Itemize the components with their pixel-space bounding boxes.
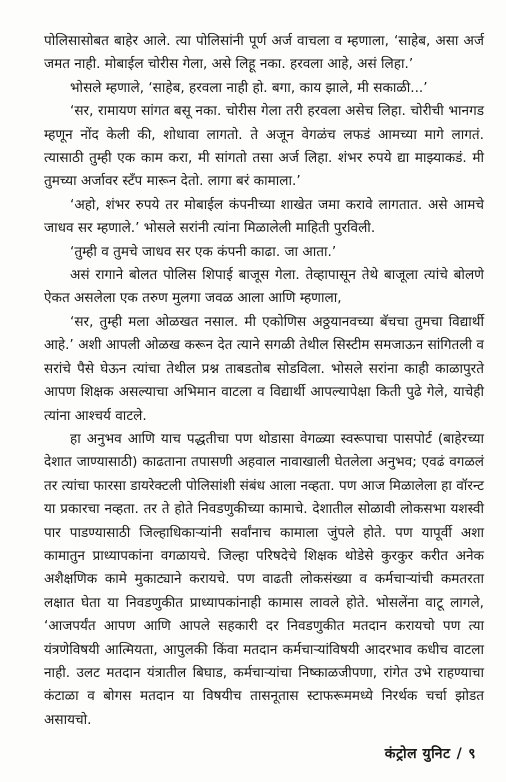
page-footer (385, 744, 476, 763)
running-title: कंट्रोल युनिट (384, 746, 451, 762)
paragraph: ‘सर, तुम्ही मला ओळखत नसाल. मी एकोणिस अठ्ठयानवच्या बॅचचा तुमचा विद्यार्थी आहे.’ अशी आपली ओळख करून देत त्याने सगळी तेथील सिस्टीम समजाऊन सांगितली व सरांचे पैसे घेऊन त्यांचा तेथील प्रश्न ताबडतोब सोडविला. भोसले सरांना काही काळापुरते आपण शिक्षक असल्याचा अभिमान वाटला व विद्यार्थी आपल्यापेक्षा किती पुढे गेले, याचेही त्यांना आश्चर्य वाटले. (44, 313, 484, 424)
footer-separator: / (456, 746, 463, 762)
paragraph: ‘तुम्ही व तुमचे जाधव सर एक कंपनी काढा. जा आता.’ (70, 243, 337, 260)
paragraph: ‘अहो, शंभर रुपये तर मोबाईल कंपनीच्या शाखेत जमा करावे लागतात. असे आमचे जाधव सर म्हणाले.’ भोसले सरांनी त्यांना मिळालेली माहिती पुरविली. (44, 196, 484, 237)
paragraph: पोलिसासोबत बाहेर आले. त्या पोलिसांनी पूर्ण अर्ज वाचला व म्हणाला, ‘साहेब, असा अर्ज जमत नाही. मोबाईल चोरीस गेला, असे लिहू नका. हरवला आहे, असं लिहा.’ (44, 33, 484, 73)
page-number: ९ (468, 746, 476, 762)
paragraph: असं रागाने बोलत पोलिस शिपाई बाजूस गेला. तेव्हापासून तेथे बाजूला त्यांचे बोलणे ऐकत असलेला एक तरुण मुलगा जवळ आला आणि म्हणाला, (44, 267, 484, 307)
body-text (44, 30, 484, 732)
paragraph: हा अनुभव आणि याच पद्धतीचा पण थोडासा वेगळ्या स्वरूपाचा पासपोर्ट (बाहेरच्या देशात जाण्यासाठी) काढताना तपासणी अहवाल नावाखाली घेतलेला अनुभव; एवढं वगळलं तर त्यांचा फारसा डायरेक्टली पोलिसांशी संबंध आला नव्हता. पण आज मिळालेला हा वॉरन्ट या प्रकारचा नव्हता. तर ते होते निवडणुकीच्या कामाचे. देशातील सोळावी लोकसभा यशस्वी पार पाडण्यासाठी जिल्हाधिकाऱ्यांनी सर्वांनाच कामाला जुंपले होते. पण यापूर्वी अशा कामातुन प्राध्यापकांना वगळायचे. जिल्हा परिषदेचे शिक्षक थोडेसे कुरकुर करीत अनेक अशैक्षणिक कामे मुकाट्याने करायचे. पण वाढती लोकसंख्या व कर्मचाऱ्यांची कमतरता लक्षात घेता या निवडणुकीत प्राध्यापकांनाही कामास लावले होते. भोसलेंना वाटू लागले, ‘आजपर्यंत आपण आणि आपले सहकारी दर निवडणुकीत मतदान करायचो पण त्या यंत्रणेविषयी आत्मियता, आपुलकी किंवा मतदान कर्मचाऱ्यांविषयी आदरभाव कधीच वाटला नाही. उलट मतदान यंत्रातील बिघाड, कर्मचाऱ्यांचा निष्काळजीपणा, रांगेत उभे राहण्याचा कंटाळा व बोगस मतदान या विषयीच तासनूतास स्टाफरूममध्ये निरर्थक चर्चा झोडत असायचो. (44, 430, 484, 728)
paragraph: भोसले म्हणाले, ‘साहेब, हरवला नाही हो. बगा, काय झाले, मी सकाळी...’ (70, 79, 428, 96)
paragraph: ‘सर, रामायण सांगत बसू नका. चोरीस गेला तरी हरवला असेच लिहा. चोरीची भानगड म्हणून नोंद केली की, शोधावा लागतो. ते अजून वेगळंच लफडं आमच्या मागे लागतं. त्यासाठी तुम्ही एक काम करा, मी सांगतो तसा अर्ज लिहा. शंभर रुपये द्या माझ्याकडं. मी तुमच्या अर्जावर स्टॅंप मारून देतो. लागा बरं कामाला.’ (44, 103, 484, 190)
